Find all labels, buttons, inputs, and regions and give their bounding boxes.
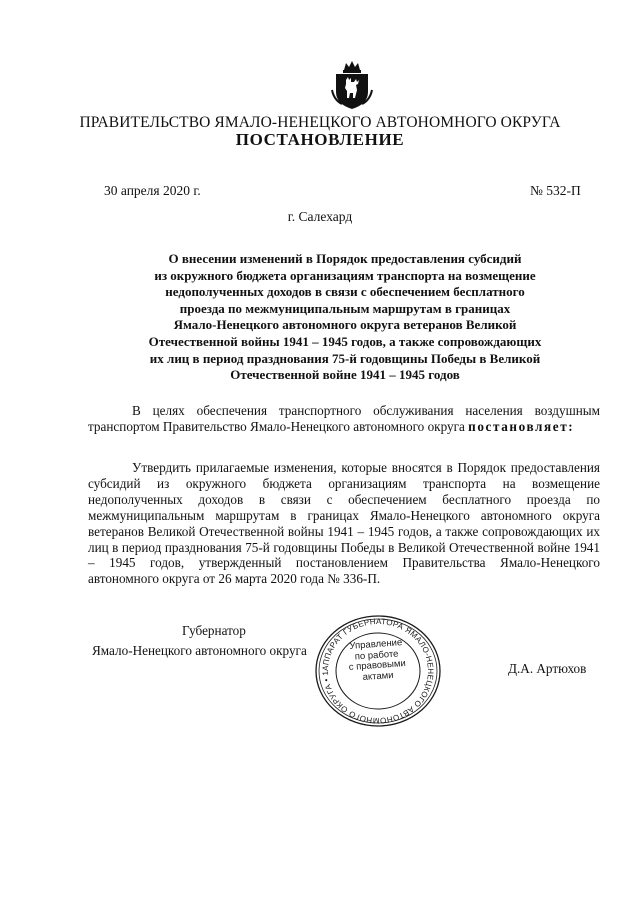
subject-line: их лиц в период празднования 75-й годовщины Победы в Великой xyxy=(149,350,541,366)
preamble-paragraph xyxy=(88,403,600,435)
resolution-text: Утвердить прилагаемые изменения, которые вносятся в Порядок предоставления субсидий из окружного бюджета организациям транспорта на возмещение недополученных доходов в связи с обеспечением бесплатного проезда по межмуниципальным маршрутам в границах Ямало-Ненецкого автономного округа ветеранов Великой Отечественной войны 1941 – 1945 годов, а также сопровождающих их лиц в период празднования 75-й годовщины Победы в Великой Отечественной войне 1941 – 1945 годов, утвержденный постановлением Правительства Ямало-Ненецкого автономного округа от 26 марта 2020 года № 336-П. xyxy=(88,460,600,587)
subject-line: Отечественной войны 1941 – 1945 годов, а также сопровождающих xyxy=(148,333,542,349)
document-number: № 532-П xyxy=(530,183,581,198)
signatory-region: Ямало-Ненецкого автономного округа xyxy=(92,643,307,658)
document-city: г. Салехард xyxy=(287,209,353,224)
government-name: ПРАВИТЕЛЬСТВО ЯМАЛО-НЕНЕЦКОГО АВТОНОМНОГО ОКРУГА xyxy=(79,114,561,131)
subject-line: Ямало-Ненецкого автономного округа ветеранов Великой xyxy=(173,317,517,333)
signatory-title: Губернатор xyxy=(182,623,246,638)
resolution-paragraph xyxy=(88,460,600,587)
signatory-name: Д.А. Артюхов xyxy=(508,661,587,676)
subject-line: проезда по межмуниципальным маршрутам в границах xyxy=(179,300,511,316)
stamp-line: по работе xyxy=(354,648,399,663)
stamp-line: актами xyxy=(362,669,394,683)
document-type: ПОСТАНОВЛЕНИЕ xyxy=(235,130,405,149)
subject-line: О внесении изменений в Порядок предоставления субсидий xyxy=(168,251,522,266)
stamp-inner-text xyxy=(341,638,414,685)
signatory-position xyxy=(92,621,307,661)
preamble-text: В целях обеспечения транспортного обслуживания населения воздушным транспортом Правительство Ямало-Ненецкого автономного округа xyxy=(88,403,600,434)
stamp-ring-text: АППАРАТ ГУБЕРНАТОРА ЯМАЛО-НЕНЕЦКОГО АВТОНОМНОГО ОКРУГА • 1 xyxy=(320,616,436,726)
coat-of-arms-emblem xyxy=(330,60,374,110)
resolves-keyword: постановляет: xyxy=(468,418,575,434)
subject-line: недополученных доходов в связи с обеспечением бесплатного xyxy=(165,284,525,300)
coat-of-arms-icon xyxy=(330,60,374,110)
stamp-line: Управление xyxy=(349,637,403,652)
subject-line: из окружного бюджета организациям транспорта на возмещение xyxy=(154,267,536,283)
stamp-line: с правовыми xyxy=(348,658,407,673)
subject-line: Отечественной войне 1941 – 1945 годов xyxy=(230,367,460,383)
document-date: 30 апреля 2020 г. xyxy=(104,183,201,198)
document-subject xyxy=(110,251,580,384)
